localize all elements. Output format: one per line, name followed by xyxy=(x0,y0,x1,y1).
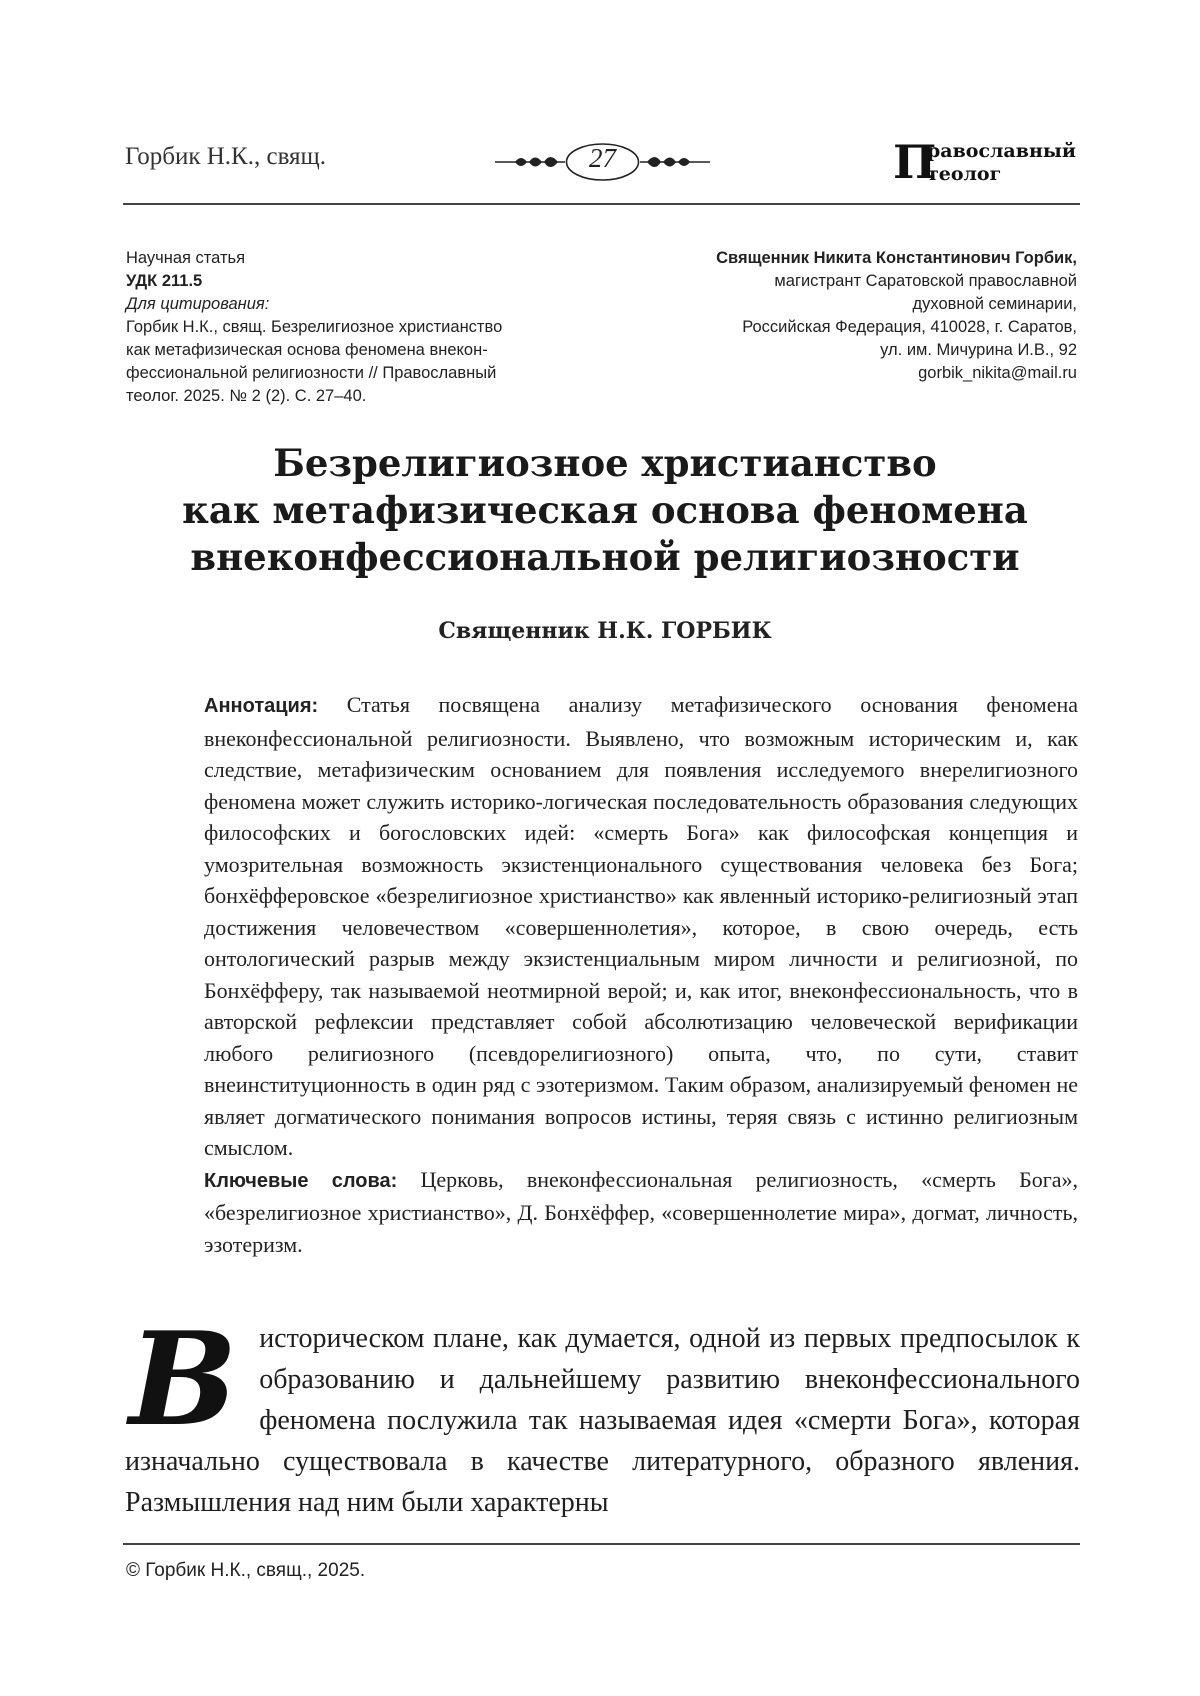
author-affiliation: духовной семинарии, xyxy=(912,295,1077,313)
keywords-paragraph xyxy=(204,1164,1078,1261)
citation-line: как метафизическая основа феномена внекон- xyxy=(126,341,488,359)
author-info xyxy=(600,247,1077,385)
author-email[interactable]: gorbik_nikita@mail.ru xyxy=(918,364,1077,382)
citation-label: Для цитирования: xyxy=(126,295,270,313)
drop-cap: В xyxy=(129,1305,238,1455)
abstract-text: Статья посвящена анализу метафизического основания феномена внеконфессиональной религиозности. Выявлено, что возможным историческим и, как следствие, метафизическим основанием для появления исследуемого внерелигиозного феномена может служить историко-логическая последовательность образования следующих философских и богословских идей: «смерть Бога» как философская концепция и умозрительная возможность экзистенционального существования человека без Бога; бонхёфферовское «безрелигиозное христианство» как явленный историко-религиозный этап достижения человечеством «совершеннолетия», которое, в свою очередь, есть онтологический разрыв между экзистенциальным миром личности и религиозной, по Бонхёфферу, так называемой неотмирной верой; и, как итог, внеконфессиональность, что в авторской рефлексии представляет собой абсолютизацию человеческой верификации любого религиозного (псевдорелигиозного) опыта, что, по сути, ставит внеинституционность в один ряд с эзотеризмом. Таким образом, анализируемый феномен не являет догматического понимания вопросов истины, теряя связь с истинно религиозным смыслом. xyxy=(204,692,1078,1160)
author-address: ул. им. Мичурина И.В., 92 xyxy=(880,341,1077,359)
running-author: Горбик Н.К., свящ. xyxy=(125,143,327,170)
body-text xyxy=(125,1305,1080,1523)
abstract-label: Аннотация: xyxy=(204,695,319,717)
journal-name-line1: равославный xyxy=(927,140,1076,162)
author-full-name: Священник Никита Константинович Горбик, xyxy=(716,249,1077,267)
article-type: Научная статья xyxy=(126,249,246,267)
title-line: Безрелигиозное христианство xyxy=(273,441,937,485)
article-meta xyxy=(126,247,586,408)
journal-name-line2: теолог xyxy=(927,163,1002,185)
citation-line: теолог. 2025. № 2 (2). С. 27–40. xyxy=(126,387,367,405)
copyright-notice: © Горбик Н.К., свящ., 2025. xyxy=(126,1560,366,1581)
journal-logo xyxy=(893,136,1093,192)
keywords-text: Церковь, внеконфессиональная религиозность, «смерть Бога», «безрелигиозное христианство», Д. Бонхёффер, «совершеннолетие мира», догмат, личность, эзотеризм. xyxy=(204,1166,1078,1257)
keywords-label: Ключевые слова: xyxy=(204,1169,398,1192)
citation-line: Горбик Н.К., свящ. Безрелигиозное христианство xyxy=(126,318,503,336)
article-byline: Священник Н.К. ГОРБИК xyxy=(438,618,772,644)
title-line: внеконфессиональной религиозности xyxy=(190,535,1020,579)
abstract-paragraph xyxy=(204,689,1078,1164)
page-number: 27 xyxy=(589,143,616,173)
author-address: Российская Федерация, 410028, г. Саратов, xyxy=(742,318,1077,336)
footer-divider xyxy=(123,1543,1080,1545)
abstract-block xyxy=(204,689,1078,1260)
author-affiliation: магистрант Саратовской православной xyxy=(774,272,1077,290)
title-line: как метафизическая основа феномена xyxy=(182,488,1028,532)
article-title xyxy=(130,440,1080,581)
body-paragraph: историческом плане, как думается, одной из первых предпосылок к образованию и дальнейшему развитию внеконфессионального феномена послужила так называемая идея «смерти Бога», которая изначально существовала в качестве литературного, образного явления. Размышления над ним были характерны xyxy=(125,1323,1080,1518)
journal-logo-letter: П xyxy=(893,135,937,189)
citation-line: фессиональной религиозности // Православный xyxy=(126,364,497,382)
udk-code: УДК 211.5 xyxy=(126,272,203,290)
header-divider xyxy=(123,203,1080,205)
